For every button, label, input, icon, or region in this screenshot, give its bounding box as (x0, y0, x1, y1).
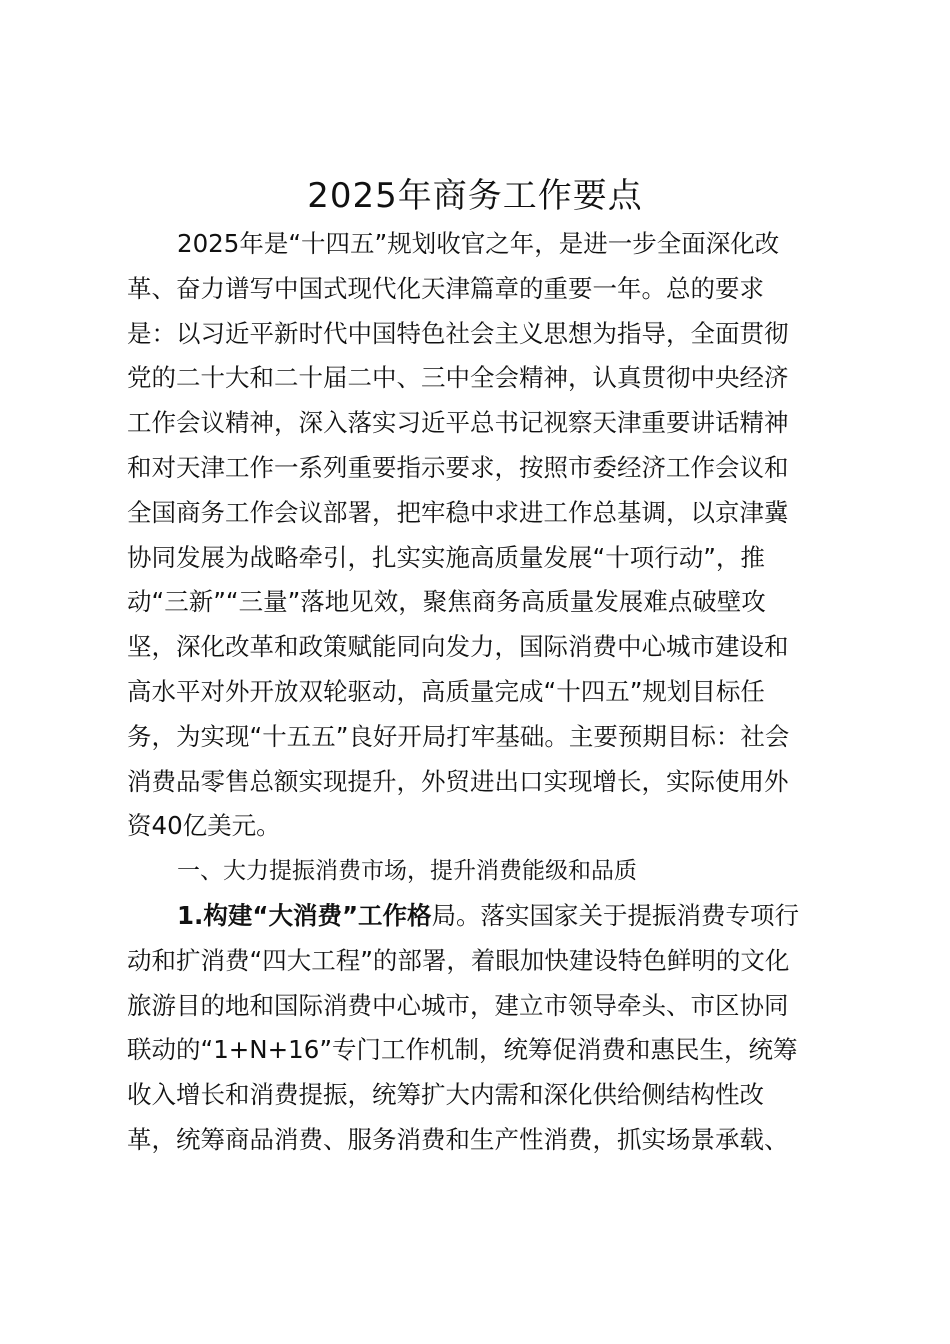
intro-line-9: 动“三新”“三量”落地见效，聚焦商务高质量发展难点破壁攻 (127, 587, 766, 617)
intro-line-14: 资40亿美元。 (127, 811, 281, 841)
intro-line-10: 坚，深化改革和政策赋能同向发力，国际消费中心城市建设和 (127, 632, 789, 662)
item1-first-rest: 局。落实国家关于提振消费专项行 (431, 900, 800, 930)
item1-line-6: 革，统筹商品消费、服务消费和生产性消费，抓实场景承载、 (127, 1124, 789, 1154)
intro-line-3: 是：以习近平新时代中国特色社会主义思想为指导，全面贯彻 (127, 318, 789, 348)
intro-line-2: 革、奋力谱写中国式现代化天津篇章的重要一年。总的要求 (127, 273, 764, 303)
item1-bold-title: 1.构建“大消费”工作格 (177, 900, 432, 930)
intro-line-13: 消费品零售总额实现提升，外贸进出口实现增长，实际使用外 (127, 766, 789, 796)
intro-line-5: 工作会议精神，深入落实习近平总书记视察天津重要讲话精神 (127, 408, 789, 438)
item1-line-2: 动和扩消费“四大工程”的部署，着眼加快建设特色鲜明的文化 (127, 945, 790, 975)
intro-line-11: 高水平对外开放双轮驱动，高质量完成“十四五”规划目标任 (127, 676, 765, 706)
document-body (127, 222, 827, 1163)
section-heading: 一、大力提振消费市场，提升消费能级和品质 (177, 858, 637, 885)
item1-line-4: 联动的“1+N+16”专门工作机制，统筹促消费和惠民生，统筹 (127, 1035, 798, 1065)
item1-line-3: 旅游目的地和国际消费中心城市，建立市领导牵头、市区协同 (127, 990, 789, 1020)
intro-line-1: 2025年是“十四五”规划收官之年，是进一步全面深化改 (177, 229, 780, 258)
intro-line-7: 全国商务工作会议部署，把牢稳中求进工作总基调，以京津冀 (127, 497, 789, 527)
intro-line-6: 和对天津工作一系列重要指示要求，按照市委经济工作会议和 (127, 452, 789, 482)
item1-line-5: 收入增长和消费提振，统筹扩大内需和深化供给侧结构性改 (127, 1080, 764, 1110)
intro-line-12: 务，为实现“十五五”良好开局打牢基础。主要预期目标：社会 (127, 721, 790, 751)
item1-first-line (127, 894, 827, 939)
document-title: 2025年商务工作要点 (307, 176, 643, 216)
intro-line-4: 党的二十大和二十届二中、三中全会精神，认真贯彻中央经济 (127, 363, 789, 393)
intro-line-8: 协同发展为战略牵引，扎实实施高质量发展“十项行动”，推 (127, 542, 765, 572)
